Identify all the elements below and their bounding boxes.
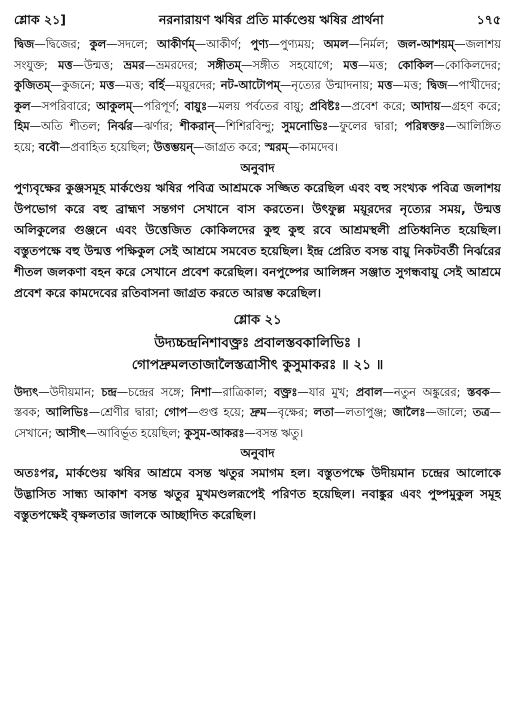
gloss-term: কুল <box>89 37 107 51</box>
gloss-term: কুল <box>14 98 31 113</box>
gloss-meaning: বৃক্ষের; <box>277 405 309 420</box>
gloss-meaning: স্তবক; <box>14 405 41 420</box>
gloss-meaning: ময়ূরদের; <box>175 78 216 93</box>
gloss-meaning: পুণ্যময়; <box>279 37 315 51</box>
gloss-meaning: মলয় পর্বতের বায়ু; <box>218 98 305 113</box>
header-verse-ref: শ্লোক ২১] <box>14 12 66 27</box>
gloss-term: আসীৎ <box>55 425 86 440</box>
gloss-meaning: কামদেব। <box>299 139 338 154</box>
gloss-term: জল-আশয়ম্ <box>397 37 455 51</box>
gloss-meaning: নৃত্যের উন্মাদনায়; <box>291 78 374 93</box>
gloss-term: উদ্যৎ <box>14 384 39 399</box>
gloss-term: লতা <box>313 405 334 420</box>
gloss-term: দ্বিজ <box>14 37 35 51</box>
gloss-meaning: বসন্ত ঋতু। <box>255 425 304 440</box>
gloss-meaning: আবির্ভূত হয়েছিল; <box>97 425 181 440</box>
header-chapter-title: নরনারায়ণ ঋষির প্রতি মার্কণ্ডেয় ঋষির প্রার্থনা <box>158 12 384 27</box>
gloss-term: মত্ত <box>343 57 358 72</box>
gloss-meaning: জলাশয় সংযুক্ত; <box>14 37 501 72</box>
gloss-term: নট-আটোপম্ <box>220 78 280 93</box>
gloss-term: হিম <box>14 119 30 134</box>
verse-line-1: উদ্যচ্চন্দ্রনিশাবক্ত্রঃ প্রবালস্তবকালিভিঃ । <box>154 334 361 351</box>
gloss-meaning: গুপ্ত হয়ে; <box>198 405 245 420</box>
gloss-term: ভ্রমর <box>123 57 145 72</box>
gloss-term: সুমনোভিঃ <box>281 119 329 134</box>
gloss-meaning: দ্বিজের; <box>45 37 81 51</box>
translation-verse-21: অতঃপর, মার্কণ্ডেয় ঋষির আশ্রমে বসন্ত ঋতুর সমাগম হল। বস্তুতপক্ষে উদীয়মান চন্দ্রের আলোকে উদ্ভাসিত সান্ধ্য আকাশ বসন্ত ঋতুর মুখমণ্ডলরূপেই পরিণত হয়েছিল। নবাঙ্কুর এবং পুষ্পমুকুল সমূহ বস্তুতপক্ষেই বৃক্ষলতার জালকে আচ্ছাদিত করেছিল। <box>14 466 501 523</box>
gloss-term: নির্ঝর <box>107 119 133 134</box>
gloss-meaning: রাত্রিকাল; <box>222 384 268 399</box>
gloss-term: অমল <box>323 37 349 51</box>
gloss-meaning: জাগ্রত করে; <box>204 139 262 154</box>
gloss-term: মত্ত <box>99 78 115 93</box>
gloss-term: আকীর্ণম্ <box>157 37 195 51</box>
gloss-meaning: নতুন অঙ্কুরের; <box>393 384 461 399</box>
gloss-term: আদায় <box>411 98 441 113</box>
gloss-meaning: পরিপূর্ণ; <box>143 98 180 113</box>
word-gloss-verse-21: উদ্যৎ—উদীয়মান; চন্দ্র—চন্দ্রের সঙ্গে; নিশা—রাত্রিকাল; বক্ত্রঃ—যার মুখ; প্রবাল—নতুন অঙ্কুরের; স্তবক—স্তবক; আলিভিঃ—শ্রেণীর দ্বারা; গোপ—গুপ্ত হয়ে; দ্রুম—বৃক্ষের; লতা—লতাপুঞ্জ; জালৈঃ—জালে; তত্র—সেখানে; আসীৎ—আবির্ভূত হয়েছিল; কুসুম-আকরঃ—বসন্ত ঋতু। <box>14 384 501 440</box>
gloss-meaning: নির্মল; <box>359 37 389 51</box>
gloss-meaning: প্রবাহিত হয়েছিল; <box>70 139 150 154</box>
gloss-meaning: গ্রহণ করে; <box>451 98 501 113</box>
translation-verse-20: পুণ্যবৃক্ষের কুঞ্জসমূহ মার্কণ্ডেয় ঋষির পবিত্র আশ্রমকে সজ্জিত করেছিল এবং বহু সংখ্যক পবিত্র জলাশয় উপভোগ করে বহু ব্রাহ্মণ সন্তগণ সেখানে বাস করতেন। উৎফুল্ল ময়ূরদের নৃত্যের সময়, উন্মত্ত অলিকুলের গুঞ্জনে এবং উত্তেজিত কোকিলদের কুহু কুহু রবে আশ্রমস্থলী প্রতিধ্বনিত হয়েছিল। বস্তুতপক্ষে বহু উন্মত্ত পক্ষিকুল সেই আশ্রমে সমবেত হয়েছিল। ইন্দ্র প্রেরিত বসন্ত বায়ু নিকটবর্তী নির্ঝরের শীতল জলকণা বহন করে সেখানে প্রবেশ করেছিল। বনপুষ্পের আলিঙ্গন সঞ্জাত সুগন্ধবায়ু সেই আশ্রমে প্রবেশ করে কামদেবের রতিবাসনা জাগ্রত করতে আরম্ভ করেছিল। <box>14 180 501 300</box>
gloss-term: ববৌ <box>38 139 60 154</box>
running-header <box>14 12 501 34</box>
word-gloss-verse-20: দ্বিজ—দ্বিজের; কুল—সদলে; আকীর্ণম্—আকীর্ণ; পুণ্য—পুণ্যময়; অমল—নির্মল; জল-আশয়ম্—জলাশয় সংযুক্ত; মত্ত—উন্মত্ত; ভ্রমর—ভ্রমরদের; সঙ্গীতম্—সঙ্গীত সহযোগে; মত্ত—মত্ত; কোকিল—কোকিলদের; কুজিতম্—কুজনে; মত্ত—মত্ত; বর্হি—ময়ূরদের; নট-আটোপম্—নৃত্যের উন্মাদনায়; মত্ত—মত্ত; দ্বিজ—পাখীদের; কুল—সপরিবারে; আকুলম্—পরিপূর্ণ; বায়ুঃ—মলয় পর্বতের বায়ু; প্রবিষ্টঃ—প্রবেশ করে; আদায়—গ্রহণ করে; হিম—অতি শীতল; নির্ঝর—ঝর্ণার; শীকরান্—শিশিরবিন্দু; সুমনোভিঃ—ফুলের দ্বারা; পরিষ্বক্তঃ—আলিঙ্গিত হয়ে; ববৌ—প্রবাহিত হয়েছিল; উত্তম্ভয়ন্—জাগ্রত করে; স্মরম্—কামদেব। <box>14 37 501 154</box>
gloss-term: মত্ত <box>58 57 73 72</box>
gloss-term: পরিষ্বক্তঃ <box>404 119 446 134</box>
gloss-meaning: উন্মত্ত; <box>83 57 114 72</box>
gloss-meaning: শিশিরবিন্দু; <box>225 119 275 134</box>
gloss-term: পুণ্য <box>250 37 269 51</box>
gloss-meaning: ঝর্ণার; <box>144 119 173 134</box>
gloss-meaning: যার মুখ; <box>308 384 350 399</box>
gloss-term: সঙ্গীতম্ <box>207 57 241 72</box>
gloss-term: কোকিল <box>397 57 434 72</box>
gloss-meaning: উদীয়মান; <box>49 384 95 399</box>
gloss-term: কুসুম-আকরঃ <box>184 425 245 440</box>
gloss-term: কুজিতম্ <box>14 78 51 93</box>
gloss-term: প্রবাল <box>355 384 383 399</box>
gloss-term: দ্বিজ <box>426 78 448 93</box>
verse-title: শ্লোক ২১ <box>233 312 282 328</box>
gloss-meaning: লতাপুঞ্জ; <box>345 405 388 420</box>
gloss-meaning: সেখানে; <box>14 425 53 440</box>
gloss-term: নিশা <box>191 384 212 399</box>
gloss-meaning: পাখীদের; <box>458 78 501 93</box>
gloss-meaning: আকীর্ণ; <box>206 37 242 51</box>
gloss-meaning: কোকিলদের; <box>444 57 501 72</box>
gloss-meaning: সঙ্গীত সহযোগে; <box>252 57 334 72</box>
page-number: ১৭৫ <box>476 12 501 27</box>
gloss-meaning: মত্ত; <box>125 78 145 93</box>
gloss-term: বক্ত্রঃ <box>273 384 298 399</box>
gloss-term: প্রবিষ্টঃ <box>309 98 341 113</box>
gloss-meaning: কুজনে; <box>61 78 96 93</box>
gloss-term: দ্রুম <box>250 405 267 420</box>
gloss-term: আকুলম্ <box>96 98 133 113</box>
gloss-meaning: চন্দ্রের সঙ্গে; <box>128 384 185 399</box>
gloss-meaning: অতি শীতল; <box>40 119 101 134</box>
gloss-meaning: জালে; <box>436 405 468 420</box>
gloss-term: জালৈঃ <box>392 405 426 420</box>
gloss-meaning: মত্ত; <box>403 78 423 93</box>
gloss-term: শীকরান্ <box>180 119 215 134</box>
gloss-meaning: সপরিবারে; <box>41 98 91 113</box>
gloss-term: স্মরম্ <box>265 139 288 154</box>
gloss-term: মত্ত <box>377 78 393 93</box>
gloss-meaning: ফুলের দ্বারা; <box>339 119 398 134</box>
page <box>14 12 501 717</box>
verse-line-2: গোপদ্রুমলতাজালৈস্তত্রাসীৎ কুসুমাকরঃ ॥ ২১ ॥ <box>131 356 384 373</box>
gloss-term: আলিভিঃ <box>45 405 89 420</box>
gloss-meaning: মত্ত; <box>369 57 388 72</box>
gloss-meaning: সদলে; <box>117 37 148 51</box>
translation-heading: অনুবাদ <box>240 160 275 175</box>
gloss-term: বায়ুঃ <box>184 98 208 113</box>
gloss-term: স্তবক <box>467 384 490 399</box>
gloss-meaning: আলিঙ্গিত হয়ে; <box>14 119 501 154</box>
translation-heading: অনুবাদ <box>240 446 275 461</box>
gloss-meaning: শ্রেণীর দ্বারা; <box>100 405 159 420</box>
gloss-term: তত্র <box>472 405 490 420</box>
gloss-term: গোপ <box>163 405 188 420</box>
gloss-term: উত্তম্ভয়ন্ <box>153 139 194 154</box>
gloss-meaning: ভ্রমরদের; <box>155 57 198 72</box>
gloss-meaning: প্রবেশ করে; <box>351 98 406 113</box>
gloss-term: বর্হি <box>148 78 165 93</box>
gloss-term: চন্দ্র <box>101 384 117 399</box>
